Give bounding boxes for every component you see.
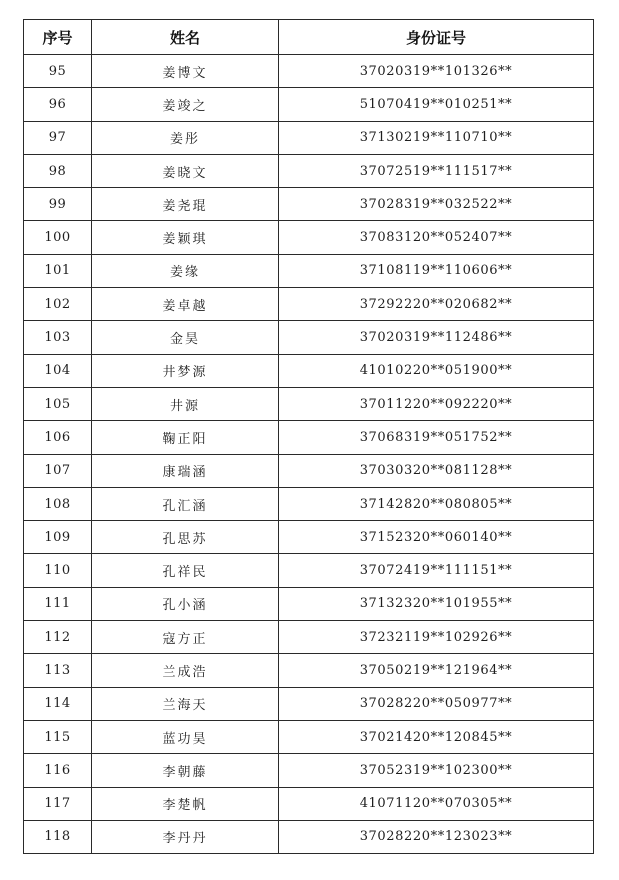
row-name-cell: 孔思苏 — [92, 521, 279, 554]
table-row — [24, 188, 594, 221]
row-name-cell: 鞠正阳 — [92, 421, 279, 454]
row-id-number-cell: 37011220**092220** — [279, 387, 594, 420]
row-name-cell: 李丹丹 — [92, 820, 279, 853]
row-seq-cell: 99 — [24, 188, 92, 221]
row-id-number-cell: 37020319**112486** — [279, 321, 594, 354]
row-id-number-cell: 37232119**102926** — [279, 621, 594, 654]
row-id-number-cell: 37108119**110606** — [279, 254, 594, 287]
table-row — [24, 654, 594, 687]
table-row — [24, 754, 594, 787]
table-row — [24, 254, 594, 287]
row-name-cell: 姜尧琨 — [92, 188, 279, 221]
row-id-number-cell: 37072419**111151** — [279, 554, 594, 587]
row-seq-cell: 96 — [24, 88, 92, 121]
header-id-number: 身份证号 — [279, 20, 594, 55]
row-seq-cell: 108 — [24, 487, 92, 520]
row-id-number-cell: 37028220**050977** — [279, 687, 594, 720]
header-row — [24, 20, 594, 55]
row-id-number-cell: 37021420**120845** — [279, 720, 594, 753]
row-id-number-cell: 37132320**101955** — [279, 587, 594, 620]
row-seq-cell: 116 — [24, 754, 92, 787]
table-row — [24, 55, 594, 88]
row-seq-cell: 114 — [24, 687, 92, 720]
row-seq-cell: 111 — [24, 587, 92, 620]
row-name-cell: 李楚帆 — [92, 787, 279, 820]
table-row — [24, 88, 594, 121]
row-id-number-cell: 37152320**060140** — [279, 521, 594, 554]
row-seq-cell: 104 — [24, 354, 92, 387]
table-row — [24, 387, 594, 420]
row-id-number-cell: 37028220**123023** — [279, 820, 594, 853]
row-id-number-cell: 37142820**080805** — [279, 487, 594, 520]
row-id-number-cell: 41010220**051900** — [279, 354, 594, 387]
row-id-number-cell: 37068319**051752** — [279, 421, 594, 454]
row-name-cell: 姜竣之 — [92, 88, 279, 121]
table-row — [24, 521, 594, 554]
row-name-cell: 井梦源 — [92, 354, 279, 387]
row-seq-cell: 113 — [24, 654, 92, 687]
row-seq-cell: 95 — [24, 55, 92, 88]
row-seq-cell: 106 — [24, 421, 92, 454]
table-row — [24, 720, 594, 753]
row-name-cell: 姜卓越 — [92, 288, 279, 321]
roster-table — [23, 19, 594, 854]
row-id-number-cell: 37072519**111517** — [279, 154, 594, 187]
row-id-number-cell: 37030320**081128** — [279, 454, 594, 487]
table-row — [24, 554, 594, 587]
row-seq-cell: 109 — [24, 521, 92, 554]
row-id-number-cell: 37083120**052407** — [279, 221, 594, 254]
header-name: 姓名 — [92, 20, 279, 55]
row-id-number-cell: 37020319**101326** — [279, 55, 594, 88]
row-id-number-cell: 37028319**032522** — [279, 188, 594, 221]
table-row — [24, 321, 594, 354]
row-name-cell: 蓝功昊 — [92, 720, 279, 753]
row-name-cell: 兰海天 — [92, 687, 279, 720]
row-name-cell: 姜博文 — [92, 55, 279, 88]
table-row — [24, 121, 594, 154]
row-name-cell: 孔小涵 — [92, 587, 279, 620]
table-row — [24, 787, 594, 820]
row-name-cell: 姜缘 — [92, 254, 279, 287]
row-seq-cell: 105 — [24, 387, 92, 420]
table-row — [24, 421, 594, 454]
row-id-number-cell: 51070419**010251** — [279, 88, 594, 121]
table-row — [24, 587, 594, 620]
row-seq-cell: 112 — [24, 621, 92, 654]
table-row — [24, 621, 594, 654]
row-seq-cell: 100 — [24, 221, 92, 254]
table-body — [24, 55, 594, 854]
row-seq-cell: 97 — [24, 121, 92, 154]
row-seq-cell: 115 — [24, 720, 92, 753]
row-id-number-cell: 37130219**110710** — [279, 121, 594, 154]
row-name-cell: 兰成浩 — [92, 654, 279, 687]
row-seq-cell: 107 — [24, 454, 92, 487]
row-name-cell: 金昊 — [92, 321, 279, 354]
row-name-cell: 寇方正 — [92, 621, 279, 654]
row-seq-cell: 98 — [24, 154, 92, 187]
row-id-number-cell: 37292220**020682** — [279, 288, 594, 321]
row-seq-cell: 103 — [24, 321, 92, 354]
row-name-cell: 姜彤 — [92, 121, 279, 154]
table-header — [24, 20, 594, 55]
row-name-cell: 康瑞涵 — [92, 454, 279, 487]
row-seq-cell: 118 — [24, 820, 92, 853]
table-row — [24, 687, 594, 720]
row-name-cell: 姜晓文 — [92, 154, 279, 187]
row-name-cell: 井源 — [92, 387, 279, 420]
row-seq-cell: 101 — [24, 254, 92, 287]
row-name-cell: 孔汇涵 — [92, 487, 279, 520]
row-id-number-cell: 37050219**121964** — [279, 654, 594, 687]
table-row — [24, 454, 594, 487]
table-row — [24, 354, 594, 387]
row-seq-cell: 102 — [24, 288, 92, 321]
row-name-cell: 姜颖琪 — [92, 221, 279, 254]
row-id-number-cell: 41071120**070305** — [279, 787, 594, 820]
row-name-cell: 李朝藤 — [92, 754, 279, 787]
table-row — [24, 487, 594, 520]
table-row — [24, 820, 594, 853]
row-name-cell: 孔祥民 — [92, 554, 279, 587]
row-id-number-cell: 37052319**102300** — [279, 754, 594, 787]
table-row — [24, 154, 594, 187]
table-row — [24, 288, 594, 321]
header-seq: 序号 — [24, 20, 92, 55]
row-seq-cell: 117 — [24, 787, 92, 820]
table-row — [24, 221, 594, 254]
row-seq-cell: 110 — [24, 554, 92, 587]
